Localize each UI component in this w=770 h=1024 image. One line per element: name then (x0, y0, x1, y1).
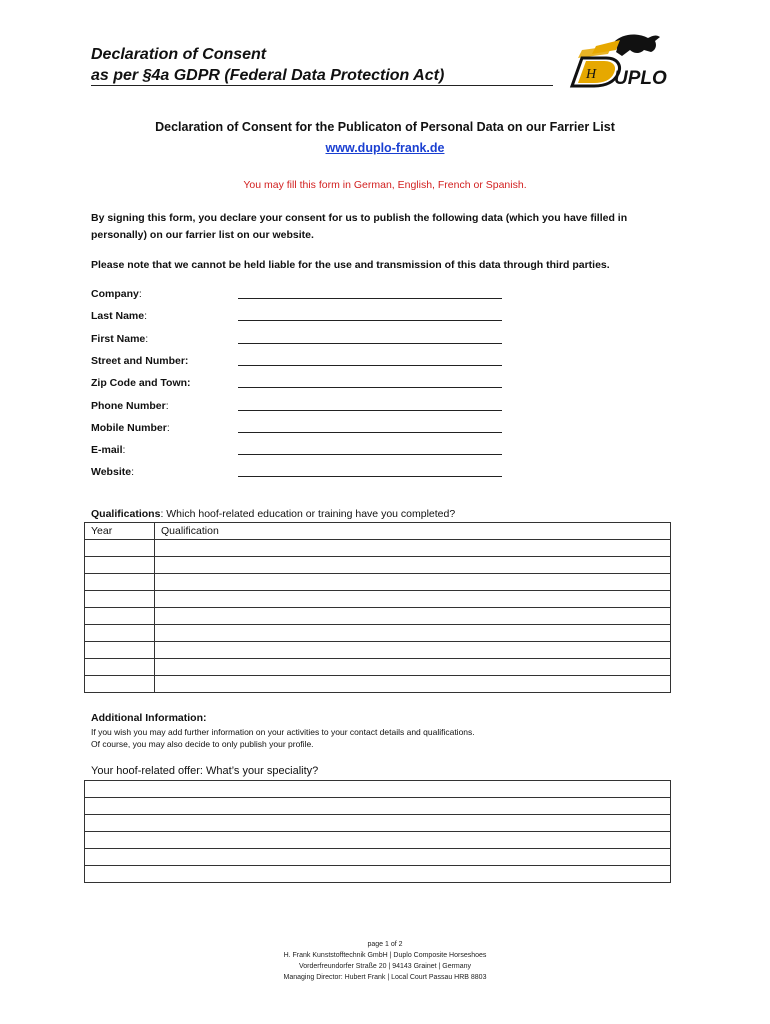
qualification-row (85, 557, 671, 574)
offer-heading: Your hoof-related offer: What’s your speciality? (91, 765, 319, 777)
offer-row (85, 832, 671, 849)
document-title: Declaration of Consent for the Publicaton of Personal Data on our Farrier List (155, 120, 615, 134)
offer-row (85, 849, 671, 866)
field-label-text: E-mail (91, 444, 123, 456)
additional-info-line1: If you wish you may add further information on your activities to your contact details and qualifications. (91, 727, 475, 737)
header-title-line1: Declaration of Consent (91, 46, 267, 63)
year-cell[interactable] (85, 608, 155, 625)
offer-cell[interactable] (85, 849, 671, 866)
consent-paragraph: By signing this form, you declare your consent for us to publish the following data (which you have filled in personally) on our farrier list on our website. (91, 212, 628, 241)
field-label (91, 333, 148, 345)
qualification-row (85, 591, 671, 608)
offer-cell[interactable] (85, 781, 671, 798)
footer-address: Vorderfreundorfer Straße 20 | 94143 Grainet | Germany (298, 963, 472, 970)
qualifications-label: Qualifications (91, 508, 161, 520)
field-label (91, 355, 188, 367)
qualification-row (85, 608, 671, 625)
page-footer (0, 939, 770, 983)
field-label-text: Street and Number: (91, 355, 189, 367)
field-input-line[interactable] (238, 343, 502, 344)
additional-info-heading: Additional Information: (91, 712, 207, 724)
year-cell[interactable] (85, 557, 155, 574)
qualification-cell[interactable] (155, 659, 671, 676)
year-cell[interactable] (85, 591, 155, 608)
qualification-row (85, 540, 671, 557)
footer-management: Managing Director: Hubert Frank | Local Court Passau HRB 8803 (283, 974, 487, 981)
qualification-row (85, 642, 671, 659)
qualification-cell[interactable] (155, 591, 671, 608)
document-header-title (91, 44, 444, 86)
qualification-row (85, 676, 671, 693)
field-label (91, 400, 169, 412)
qualification-column-header: Qualification (155, 523, 671, 540)
qualification-cell[interactable] (155, 557, 671, 574)
qualifications-question: : Which hoof-related education or training have you completed? (160, 508, 456, 520)
qualification-cell[interactable] (155, 608, 671, 625)
offer-row (85, 798, 671, 815)
field-label (91, 422, 170, 434)
svg-text:UPLO: UPLO (614, 68, 667, 89)
field-label-text: Company (91, 288, 139, 300)
language-note: You may fill this form in German, English, French or Spanish. (243, 179, 527, 191)
field-input-line[interactable] (238, 298, 502, 299)
field-input-line[interactable] (238, 476, 502, 477)
field-label-colon: : (144, 310, 148, 322)
field-label-colon: : (145, 333, 149, 345)
header-divider (91, 85, 553, 86)
qualification-cell[interactable] (155, 642, 671, 659)
field-input-line[interactable] (238, 454, 502, 455)
field-label-colon: : (138, 288, 142, 300)
qualification-row (85, 625, 671, 642)
svg-text:H: H (586, 67, 597, 82)
qualification-cell[interactable] (155, 625, 671, 642)
additional-info-line2: Of course, you may also decide to only publish your profile. (91, 739, 314, 749)
qualifications-header-row (85, 523, 671, 540)
qualification-row (85, 659, 671, 676)
field-input-line[interactable] (238, 432, 502, 433)
field-label (91, 310, 147, 322)
qualification-row (85, 574, 671, 591)
qualifications-table (84, 522, 671, 693)
qualification-cell[interactable] (155, 676, 671, 693)
offer-row (85, 866, 671, 883)
offer-row (85, 815, 671, 832)
field-label (91, 466, 134, 478)
qualifications-heading (91, 508, 455, 520)
field-input-line[interactable] (238, 387, 502, 388)
field-label-text: Mobile Number (91, 422, 167, 434)
offer-cell[interactable] (85, 798, 671, 815)
year-column-header: Year (85, 523, 155, 540)
year-cell[interactable] (85, 676, 155, 693)
offer-table (84, 780, 671, 883)
website-link[interactable]: www.duplo-frank.de (325, 141, 445, 155)
field-input-line[interactable] (238, 410, 502, 411)
offer-cell[interactable] (85, 866, 671, 883)
field-label-text: Zip Code and Town: (91, 377, 191, 389)
offer-row (85, 781, 671, 798)
qualification-cell[interactable] (155, 574, 671, 591)
year-cell[interactable] (85, 642, 155, 659)
field-label-text: Phone Number (91, 400, 166, 412)
year-cell[interactable] (85, 540, 155, 557)
field-label-colon: : (166, 422, 170, 434)
qualification-cell[interactable] (155, 540, 671, 557)
field-label (91, 288, 142, 300)
page-number: page 1 of 2 (367, 941, 403, 948)
year-cell[interactable] (85, 574, 155, 591)
offer-cell[interactable] (85, 832, 671, 849)
year-cell[interactable] (85, 659, 155, 676)
field-label-text: Website (91, 466, 132, 478)
year-cell[interactable] (85, 625, 155, 642)
offer-cell[interactable] (85, 815, 671, 832)
footer-company: H. Frank Kunststofftechnik GmbH | Duplo Composite Horseshoes (283, 952, 487, 959)
horse-logo-icon (556, 28, 686, 90)
field-label-colon: : (122, 444, 126, 456)
duplo-logo (556, 28, 686, 90)
field-label-colon: : (165, 400, 169, 412)
field-label-text: Last Name (91, 310, 145, 322)
additional-info-text (91, 726, 475, 750)
field-input-line[interactable] (238, 365, 502, 366)
header-title-line2: as per §4a GDPR (Federal Data Protection Act) (91, 67, 445, 84)
liability-paragraph: Please note that we cannot be held liable for the use and transmission of this data through third parties. (91, 259, 610, 271)
field-label (91, 377, 191, 389)
field-label (91, 444, 125, 456)
field-label-text: First Name (91, 333, 146, 345)
field-input-line[interactable] (238, 320, 502, 321)
field-label-colon: : (131, 466, 134, 478)
